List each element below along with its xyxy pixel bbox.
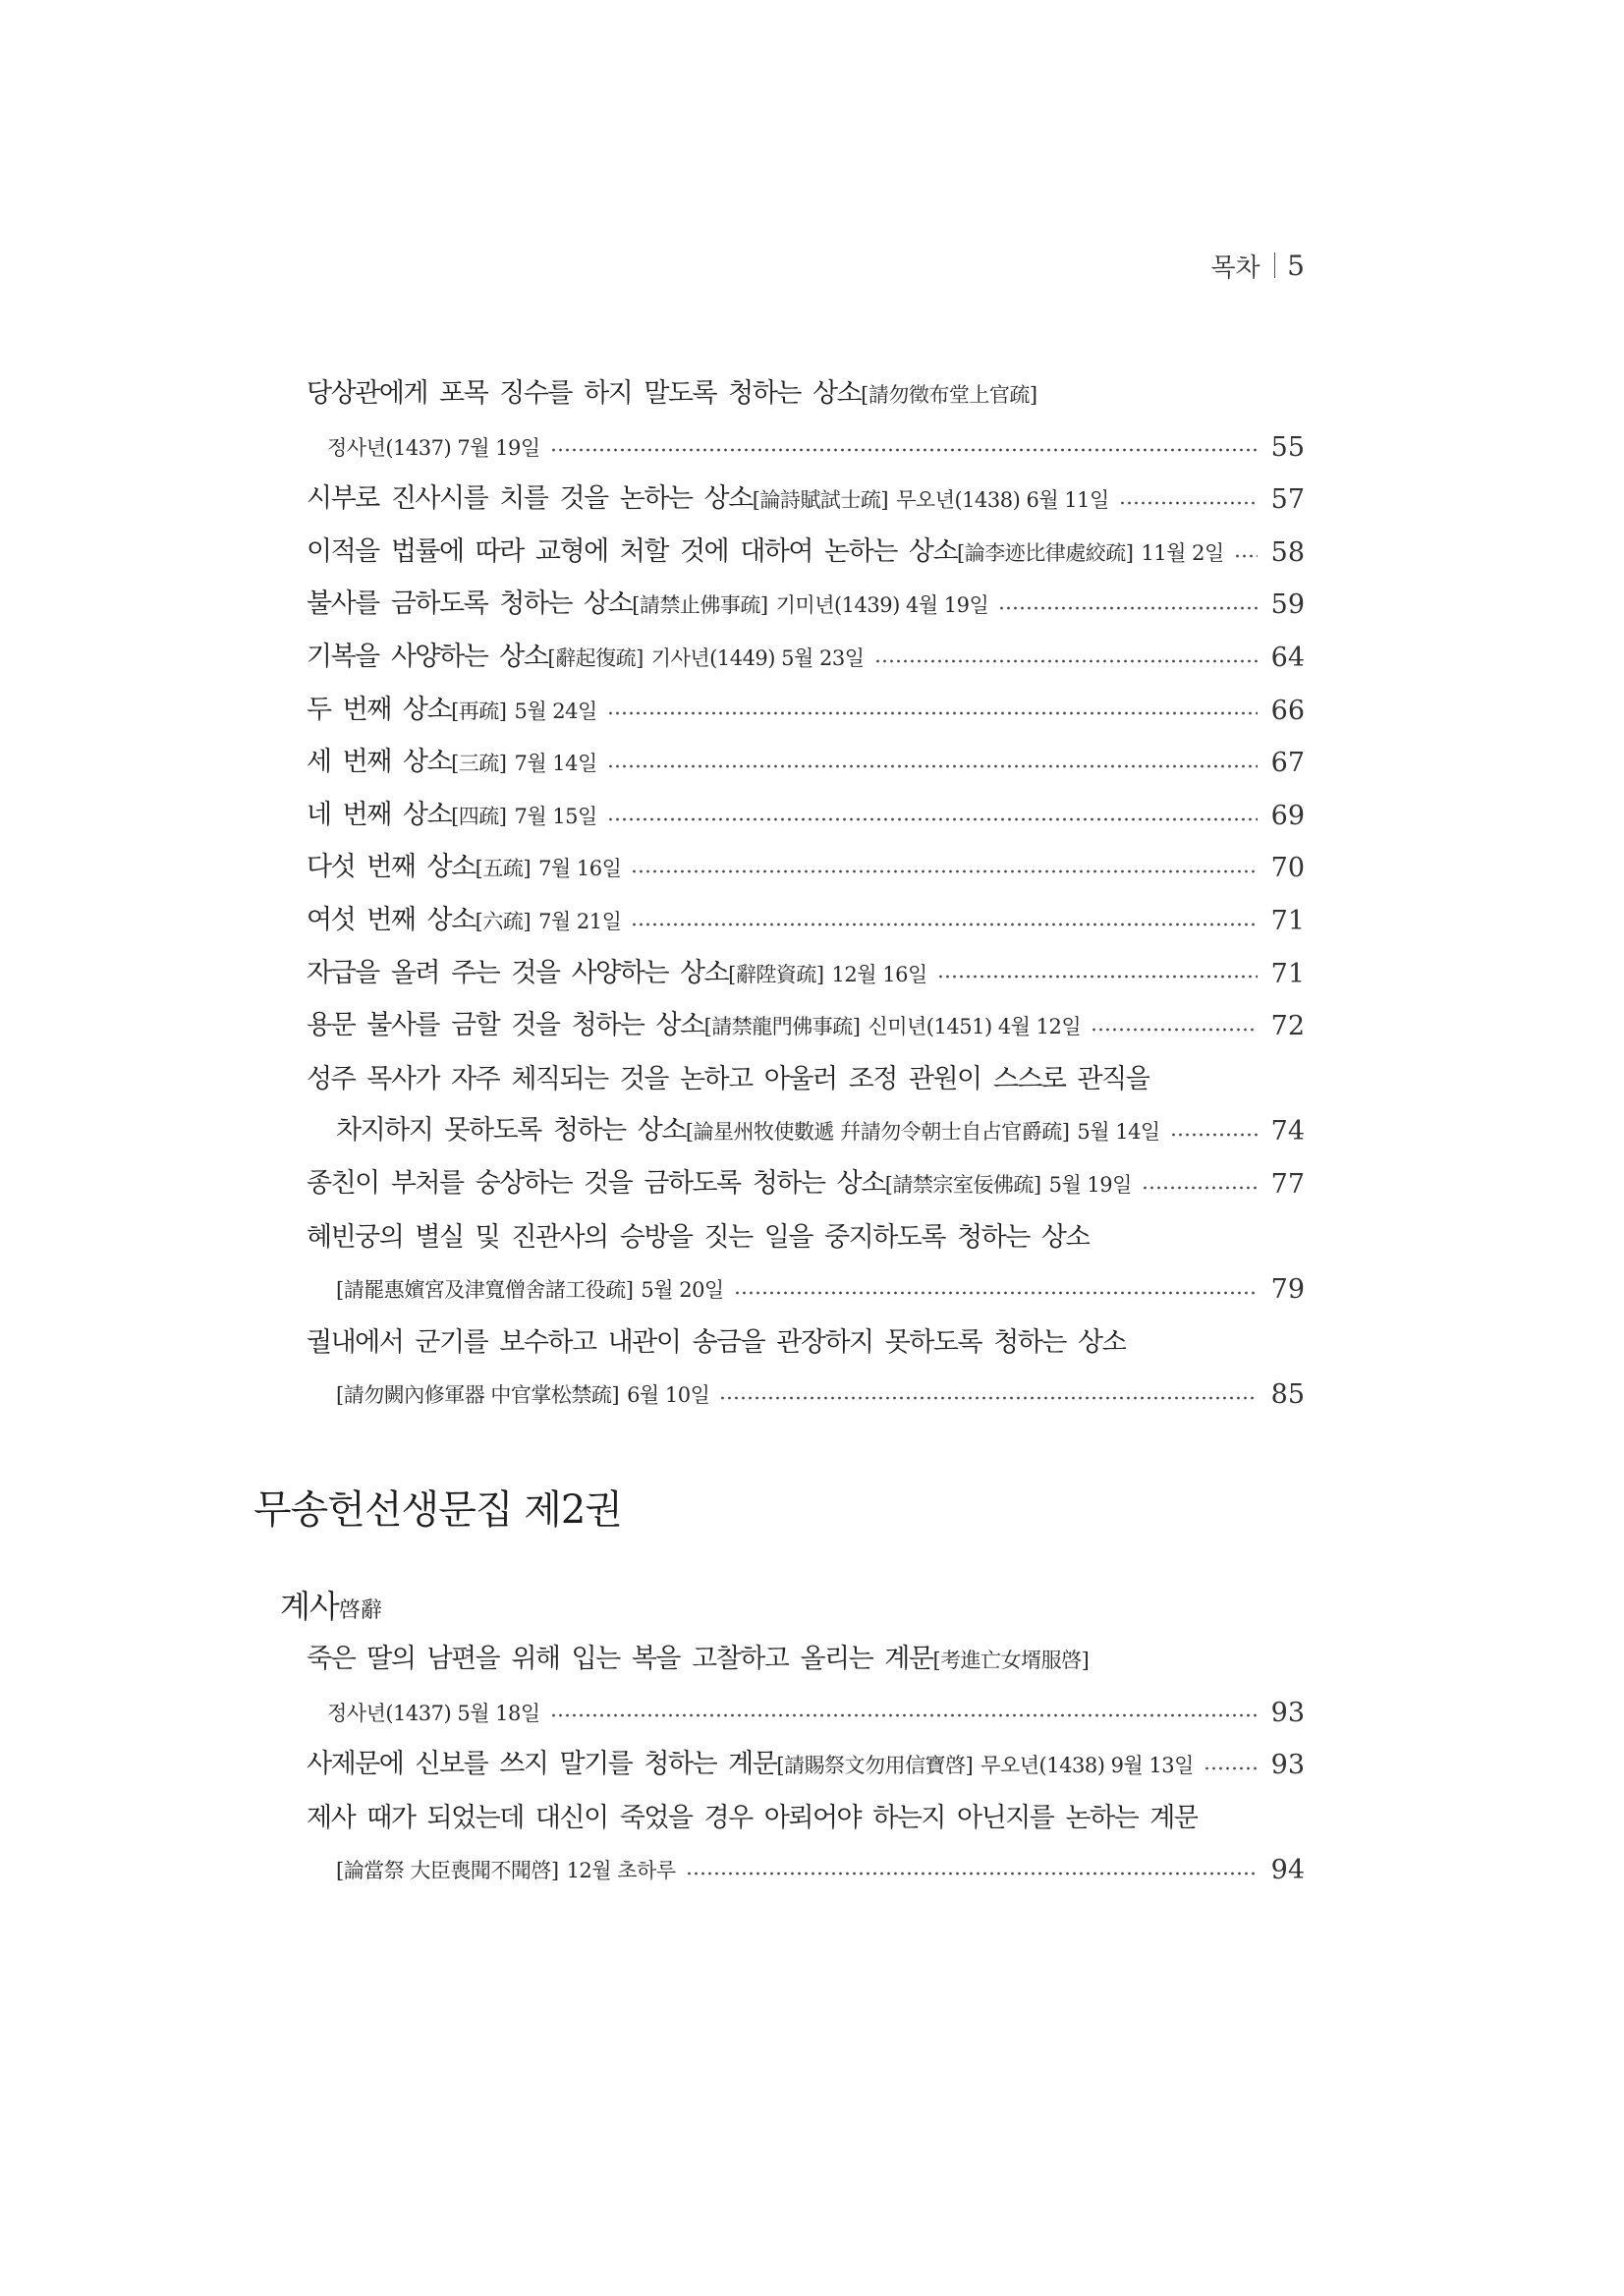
dot-leader — [631, 923, 1257, 926]
dot-leader — [937, 975, 1258, 979]
entry-hanja: [六疏] — [475, 909, 532, 933]
dot-leader — [550, 1713, 1258, 1717]
toc-entry-title-line — [307, 1211, 1305, 1264]
entry-title: 혜빈궁의 별실 및 진관사의 승방을 짓는 일을 중지하도록 청하는 상소 — [307, 1221, 1091, 1253]
toc-entry — [307, 1158, 1305, 1211]
entry-date: 7월 15일 — [514, 804, 597, 828]
entry-hanja: [請禁止佛事疏] — [632, 593, 768, 618]
dot-leader — [734, 1291, 1258, 1295]
entry-hanja: [論星州牧使數遞 幷請勿令朝士自占官爵疏] — [685, 1120, 1070, 1145]
dot-leader — [1170, 1133, 1258, 1137]
entry-date: 정사년(1437) 5월 18일 — [327, 1701, 540, 1725]
entry-title: 종친이 부처를 숭상하는 것을 금하도록 청하는 상소 — [307, 1167, 885, 1199]
toc-entry-title-line — [307, 1792, 1305, 1845]
entry-page-number: 67 — [1270, 748, 1305, 779]
entry-hanja: [四疏] — [451, 804, 507, 828]
entry-date: 12월 16일 — [831, 962, 927, 986]
entry-hanja: [請賜祭文勿用信寶啓] — [776, 1754, 974, 1778]
header-divider — [1274, 252, 1276, 278]
entry-page-number: 66 — [1270, 695, 1305, 726]
entry-date: 7월 21일 — [538, 909, 622, 933]
entry-date: 5월 20일 — [641, 1278, 724, 1303]
toc-entry — [307, 737, 1305, 790]
running-header — [1210, 248, 1305, 283]
dot-leader — [631, 869, 1257, 873]
toc-entry-date-line — [307, 1687, 1305, 1740]
entry-hanja: [論李迹比律處絞疏] — [957, 540, 1134, 565]
toc-entry-date-line — [307, 421, 1305, 475]
toc-entry — [307, 474, 1305, 527]
section-title: 계사 — [280, 1588, 339, 1625]
entry-title-continuation: 차지하지 못하도록 청하는 상소 — [336, 1115, 686, 1147]
entry-page-number: 58 — [1270, 536, 1305, 568]
entry-hanja: [三疏] — [451, 752, 507, 776]
dot-leader — [607, 764, 1258, 768]
entry-page-number: 71 — [1270, 958, 1305, 989]
entry-page-number: 79 — [1270, 1274, 1305, 1306]
entry-date: 12월 초하루 — [566, 1859, 676, 1883]
entry-page-number: 57 — [1270, 484, 1305, 516]
toc-entry — [307, 1000, 1305, 1053]
toc-entry-title-line — [307, 1316, 1305, 1370]
toc-list-volume-2 — [307, 1634, 1305, 1897]
entry-title: 기복을 사양하는 상소 — [307, 641, 548, 672]
entry-title: 여섯 번째 상소 — [307, 904, 476, 935]
toc-entry — [307, 948, 1305, 1001]
entry-hanja: [五疏] — [475, 857, 532, 881]
header-section-title: 목차 — [1210, 252, 1260, 283]
entry-date: 6월 10일 — [627, 1383, 710, 1408]
dot-leader — [686, 1872, 1258, 1876]
toc-entry-title-line — [307, 368, 1305, 421]
dot-leader — [1234, 554, 1258, 558]
entry-page-number: 59 — [1270, 589, 1305, 621]
toc-entry — [307, 842, 1305, 895]
entry-page-number: 70 — [1270, 853, 1305, 884]
entry-date: 기사년(1449) 5월 23일 — [650, 645, 865, 670]
entry-hanja: [再疏] — [451, 699, 507, 723]
dot-leader — [607, 817, 1258, 821]
entry-page-number: 55 — [1270, 431, 1305, 463]
entry-hanja: [辭起復疏] — [547, 645, 644, 670]
entry-title: 시부로 진사시를 치를 것을 논하는 상소 — [307, 483, 753, 515]
entry-hanja: [請勿徵布堂上官疏] — [861, 383, 1037, 407]
entry-title: 이적을 법률에 따라 교형에 처할 것에 대하여 논하는 상소 — [307, 535, 958, 567]
entry-title: 불사를 금하도록 청하는 상소 — [307, 588, 633, 620]
entry-title: 네 번째 상소 — [307, 799, 452, 830]
entry-title: 세 번째 상소 — [307, 747, 452, 778]
entry-title: 성주 목사가 자주 체직되는 것을 논하고 아울러 조정 관원이 스스로 관직을 — [307, 1063, 1150, 1094]
dot-leader — [1142, 1186, 1258, 1190]
entry-page-number: 74 — [1270, 1116, 1305, 1148]
header-page-number: 5 — [1287, 249, 1305, 282]
toc-entry — [307, 895, 1305, 948]
entry-page-number: 93 — [1270, 1697, 1305, 1728]
entry-hanja: [請罷惠嬪宮及津寬僧舍諸工役疏] — [336, 1278, 634, 1303]
entry-date: 신미년(1451) 4월 12일 — [868, 1015, 1082, 1039]
entry-date: 기미년(1439) 4월 19일 — [775, 593, 989, 618]
entry-title: 제사 때가 되었는데 대신이 죽었을 경우 아뢰어야 하는지 아닌지를 논하는 계문 — [307, 1802, 1199, 1833]
entry-page-number: 94 — [1270, 1855, 1305, 1886]
toc-entry — [307, 790, 1305, 843]
entry-page-number: 71 — [1270, 905, 1305, 936]
entry-page-number: 69 — [1270, 800, 1305, 831]
toc-entry-continuation-line — [307, 1844, 1305, 1897]
toc-entry-title-line — [307, 1634, 1305, 1687]
entry-hanja: [請勿闕內修軍器 中官掌松禁疏] — [336, 1383, 620, 1408]
section-heading — [280, 1585, 382, 1634]
toc-entry — [307, 527, 1305, 580]
entry-title: 자급을 올려 주는 것을 사양하는 상소 — [307, 957, 729, 988]
entry-date: 무오년(1438) 6월 11일 — [896, 488, 1109, 513]
entry-hanja: [論當祭 大臣喪聞不聞啓] — [336, 1859, 559, 1883]
entry-title: 두 번째 상소 — [307, 694, 452, 725]
entry-hanja: [論詩賦試士疏] — [752, 488, 889, 513]
toc-entry-continuation-line — [307, 1369, 1305, 1422]
entry-date: 무오년(1438) 9월 13일 — [980, 1754, 1194, 1778]
entry-page-number: 64 — [1270, 642, 1305, 673]
section-title-hanja: 啓辭 — [338, 1598, 382, 1623]
dot-leader — [1204, 1766, 1258, 1770]
dot-leader — [1119, 501, 1258, 505]
entry-date: 7월 16일 — [538, 857, 622, 881]
toc-list-volume-1 — [307, 368, 1305, 1422]
dot-leader — [1091, 1028, 1257, 1032]
entry-title: 용문 불사를 금할 것을 청하는 상소 — [307, 1010, 704, 1041]
toc-entry — [307, 685, 1305, 738]
dot-leader — [550, 448, 1258, 452]
volume-heading: 무송헌선생문집 제2권 — [253, 1487, 622, 1533]
toc-entry — [307, 632, 1305, 685]
entry-hanja: [請禁宗室佞佛疏] — [884, 1172, 1041, 1197]
entry-date: 7월 14일 — [514, 752, 597, 776]
entry-title: 죽은 딸의 남편을 위해 입는 복을 고찰하고 올리는 계문 — [307, 1644, 933, 1674]
entry-page-number: 72 — [1270, 1011, 1305, 1042]
entry-hanja: [辭陞資疏] — [728, 962, 824, 986]
entry-title: 다섯 번째 상소 — [307, 852, 476, 883]
toc-entry-title-line — [307, 1053, 1305, 1106]
entry-title: 궐내에서 군기를 보수하고 내관이 송금을 관장하지 못하도록 청하는 상소 — [307, 1326, 1127, 1358]
toc-entry-continuation-line — [307, 1263, 1305, 1316]
entry-date: 5월 14일 — [1077, 1120, 1160, 1145]
dot-leader — [607, 711, 1258, 715]
entry-date: 11월 2일 — [1141, 540, 1224, 565]
entry-date: 정사년(1437) 7월 19일 — [327, 435, 540, 460]
dot-leader — [998, 606, 1257, 610]
entry-page-number: 93 — [1270, 1750, 1305, 1781]
toc-entry — [307, 1739, 1305, 1792]
entry-page-number: 85 — [1270, 1379, 1305, 1411]
toc-entry — [307, 579, 1305, 632]
entry-page-number: 77 — [1270, 1168, 1305, 1200]
toc-entry-continuation-line — [307, 1105, 1305, 1158]
dot-leader — [874, 659, 1258, 663]
entry-hanja: [考進亡女壻服啓] — [932, 1649, 1090, 1672]
entry-title: 당상관에게 포목 징수를 하지 말도록 청하는 상소 — [307, 378, 862, 409]
entry-date: 5월 19일 — [1048, 1172, 1132, 1197]
entry-date: 5월 24일 — [514, 699, 597, 723]
entry-title: 사제문에 신보를 쓰지 말기를 청하는 계문 — [307, 1749, 777, 1780]
dot-leader — [719, 1396, 1257, 1400]
entry-hanja: [請禁龍門佛事疏] — [703, 1015, 861, 1039]
